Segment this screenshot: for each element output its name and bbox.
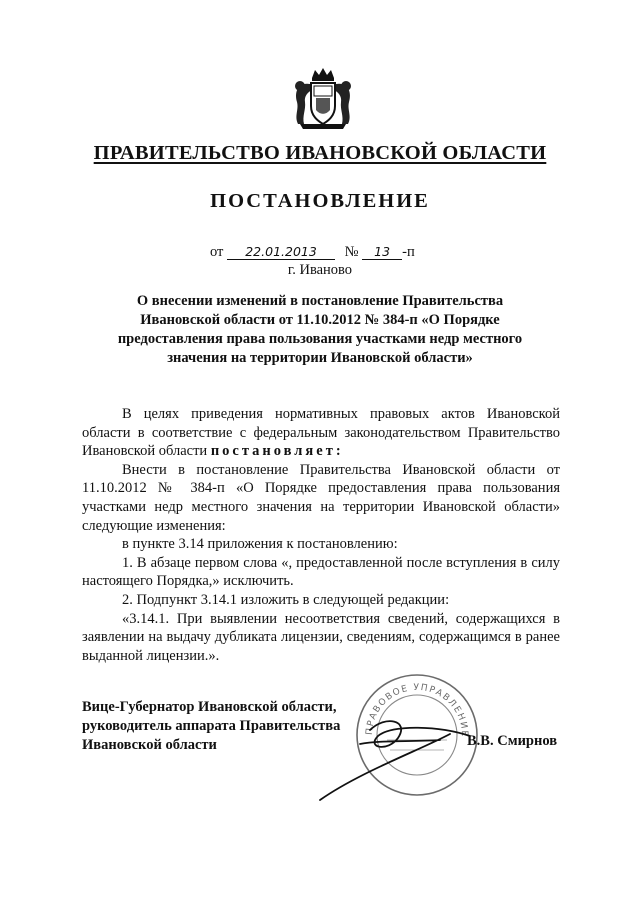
handwritten-signature — [300, 700, 490, 810]
document-number: 13 — [362, 244, 402, 260]
coat-of-arms-icon — [288, 66, 358, 132]
organization-name-text: ПРАВИТЕЛЬСТВО ИВАНОВСКОЙ ОБЛАСТИ — [93, 142, 547, 164]
number-suffix: -п — [402, 244, 415, 260]
number-sign: № — [344, 244, 359, 260]
preamble-text: В целях приведения нормативных правовых актов Ивановской области в соответствие с федеральным законодательством Правительство Ивановской области — [82, 406, 560, 460]
body-paragraph: в пункте 3.14 приложения к постановлению: — [122, 536, 398, 553]
date-number-line — [210, 244, 415, 261]
subject-line: предоставления права пользования участками недр местного — [117, 331, 523, 347]
document-body — [82, 405, 560, 665]
signer-title-line: Вице-Губернатор Ивановской области, — [82, 699, 337, 715]
organization-name — [0, 142, 640, 165]
decree-word: постановляет: — [210, 443, 344, 460]
document-date: 22.01.2013 — [227, 244, 335, 260]
subject-line: Ивановской области от 11.10.2012 № 384-п «О Порядке — [140, 312, 500, 328]
subject-line: значения на территории Ивановской области» — [167, 350, 473, 366]
city-line: г. Иваново — [287, 262, 353, 278]
body-paragraph: 2. Подпункт 3.14.1 изложить в следующей редакции: — [122, 591, 450, 608]
date-from-label: от — [210, 244, 224, 260]
signer-name: В.В. Смирнов — [467, 733, 558, 749]
document-subject — [60, 292, 580, 368]
stamp-text: ПРАВОВОЕ УПРАВЛЕНИЕ — [364, 682, 470, 738]
body-paragraph — [82, 405, 560, 461]
body-paragraph: Внести в постановление Правительства Ивановской области от 11.10.2012 № 384-п «О Порядке предоставления права пользования участками недр местного значения на территории Ивановской области» следующие изменения: — [82, 461, 560, 534]
document-type: ПОСТАНОВЛЕНИЕ — [210, 190, 430, 212]
subject-line: О внесении изменений в постановление Правительства — [136, 293, 504, 309]
signer-title-line: Ивановской области — [82, 737, 217, 753]
body-paragraph: «3.14.1. При выявлении несоответствия сведений, содержащихся в заявлении на выдачу дубликата лицензии, сведениям, содержащимся в ранее выданной лицензии.». — [82, 610, 560, 664]
signer-title-line: руководитель аппарата Правительства — [82, 718, 341, 734]
body-paragraph: 1. В абзаце первом слова «, предоставленной после вступления в силу настоящего Порядка,» исключить. — [82, 554, 560, 590]
